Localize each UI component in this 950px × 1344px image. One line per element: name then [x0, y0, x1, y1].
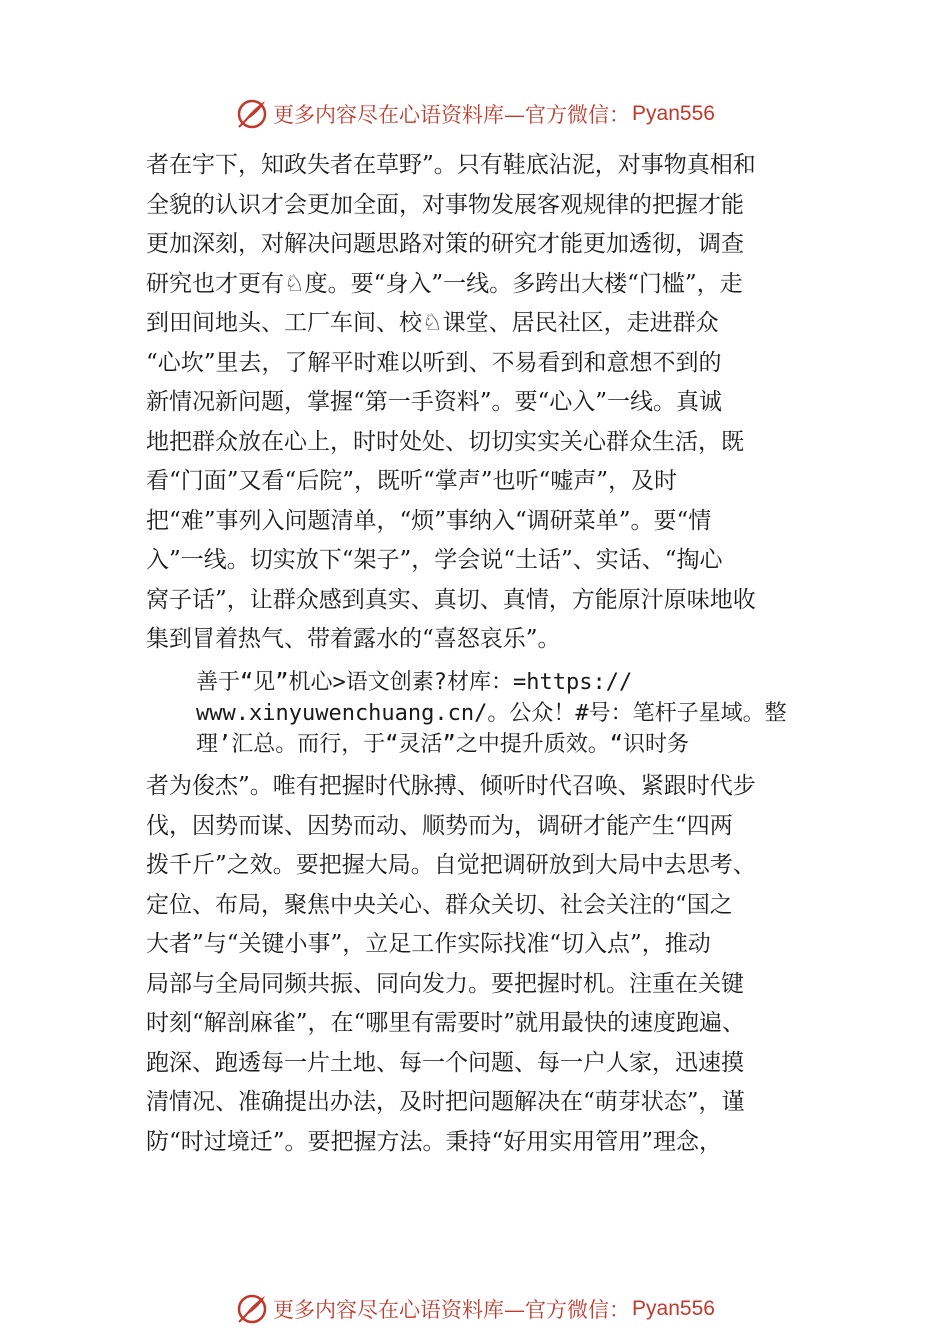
text-line: 拨千斤”之效。要把握大局。自觉把调研放到大局中去思考、: [146, 852, 756, 878]
feather-pen-logo-icon: [235, 1292, 269, 1326]
text-line: 地把群众放在心上，时时处处、切切实实关心群众生活，既: [146, 428, 744, 455]
paragraph-3: [146, 767, 806, 1162]
text-line: 大者”与“关键小事”，立足工作实际找准“切入点”，推动: [146, 931, 711, 957]
text-line: 理’汇总。而行，于“灵活”之中提升质效。“识时务: [196, 732, 689, 757]
text-line: 者在宇下，知政失者在草野”。只有鞋底沾泥，对事物真相和: [146, 152, 756, 178]
header-text: 更多内容尽在心语资料库—官方微信：: [273, 103, 631, 127]
text-line: 防“时过境迁”。要把握方法。秉持“好用实用管用”理念，: [146, 1128, 723, 1155]
text-line: 研究也才更有♘度。要“身入”一线。多跨出大楼“门槛”，走: [146, 270, 743, 297]
text-line: 跑深、跑透每一片土地、每一个问题、每一户人家，迅速摸: [146, 1049, 744, 1076]
header-account: Pyan556: [632, 102, 715, 125]
footer-banner: [0, 1289, 950, 1329]
text-line: 新情况新问题，掌握“第一手资料”。要“心入”一线。真诚: [146, 389, 723, 415]
footer-account: Pyan556: [632, 1297, 715, 1320]
header-banner: [0, 94, 950, 134]
text-line: 看“门面”又看“后院”，既听“掌声”也听“嘘声”，及时: [146, 468, 678, 494]
text-line: 把“难”事列入问题清单，“烦”事纳入“调研菜单”。要“情: [146, 507, 712, 534]
footer-text: 更多内容尽在心语资料库—官方微信：: [273, 1298, 631, 1322]
text-line: 全貌的认识才会更加全面，对事物发展客观规律的把握才能: [146, 191, 744, 218]
text-line: 更加深刻，对解决问题思路对策的研究才能更加透彻，调查: [146, 231, 744, 257]
text-line: 定位、布局，聚焦中央关心、群众关切、社会关注的“国之: [146, 891, 733, 918]
feather-pen-logo-icon: [235, 97, 269, 131]
paragraph-2-watermark-insert: [196, 667, 826, 760]
text-line: 窝子话”，让群众感到真实、真切、真情，方能原汁原味地收: [146, 586, 756, 613]
paragraph-1: [146, 146, 806, 660]
text-line: 伐，因势而谋、因势而动、顺势而为，调研才能产生“四两: [146, 812, 733, 839]
text-line: “心坎”里去，了解平时难以听到、不易看到和意想不到的: [146, 349, 722, 376]
text-line: 到田间地头、工厂车间、校♘课堂、居民社区，走进群众: [146, 310, 719, 336]
text-line: 善于“见”机心>语文创素?材库：=https://: [196, 670, 633, 695]
text-line: 集到冒着热气、带着露水的“喜怒哀乐”。: [146, 626, 561, 652]
text-line: 者为俊杰”。唯有把握时代脉搏、倾听时代召唤、紧跟时代步: [146, 773, 756, 799]
text-line: 清情况、准确提出办法，及时把问题解决在“萌芽状态”，谨: [146, 1089, 745, 1115]
text-line: www.xinyuwenchuang.cn/。公众！#号：笔杆子星域。整: [196, 701, 787, 726]
text-line: 时刻“解剖麻雀”，在“哪里有需要时”就用最快的速度跑遍、: [146, 1010, 746, 1036]
text-line: 局部与全局同频共振、同向发力。要把握时机。注重在关键: [146, 970, 744, 997]
text-line: 入”一线。切实放下“架子”，学会说“土话”、实话、“掏心: [146, 547, 723, 573]
